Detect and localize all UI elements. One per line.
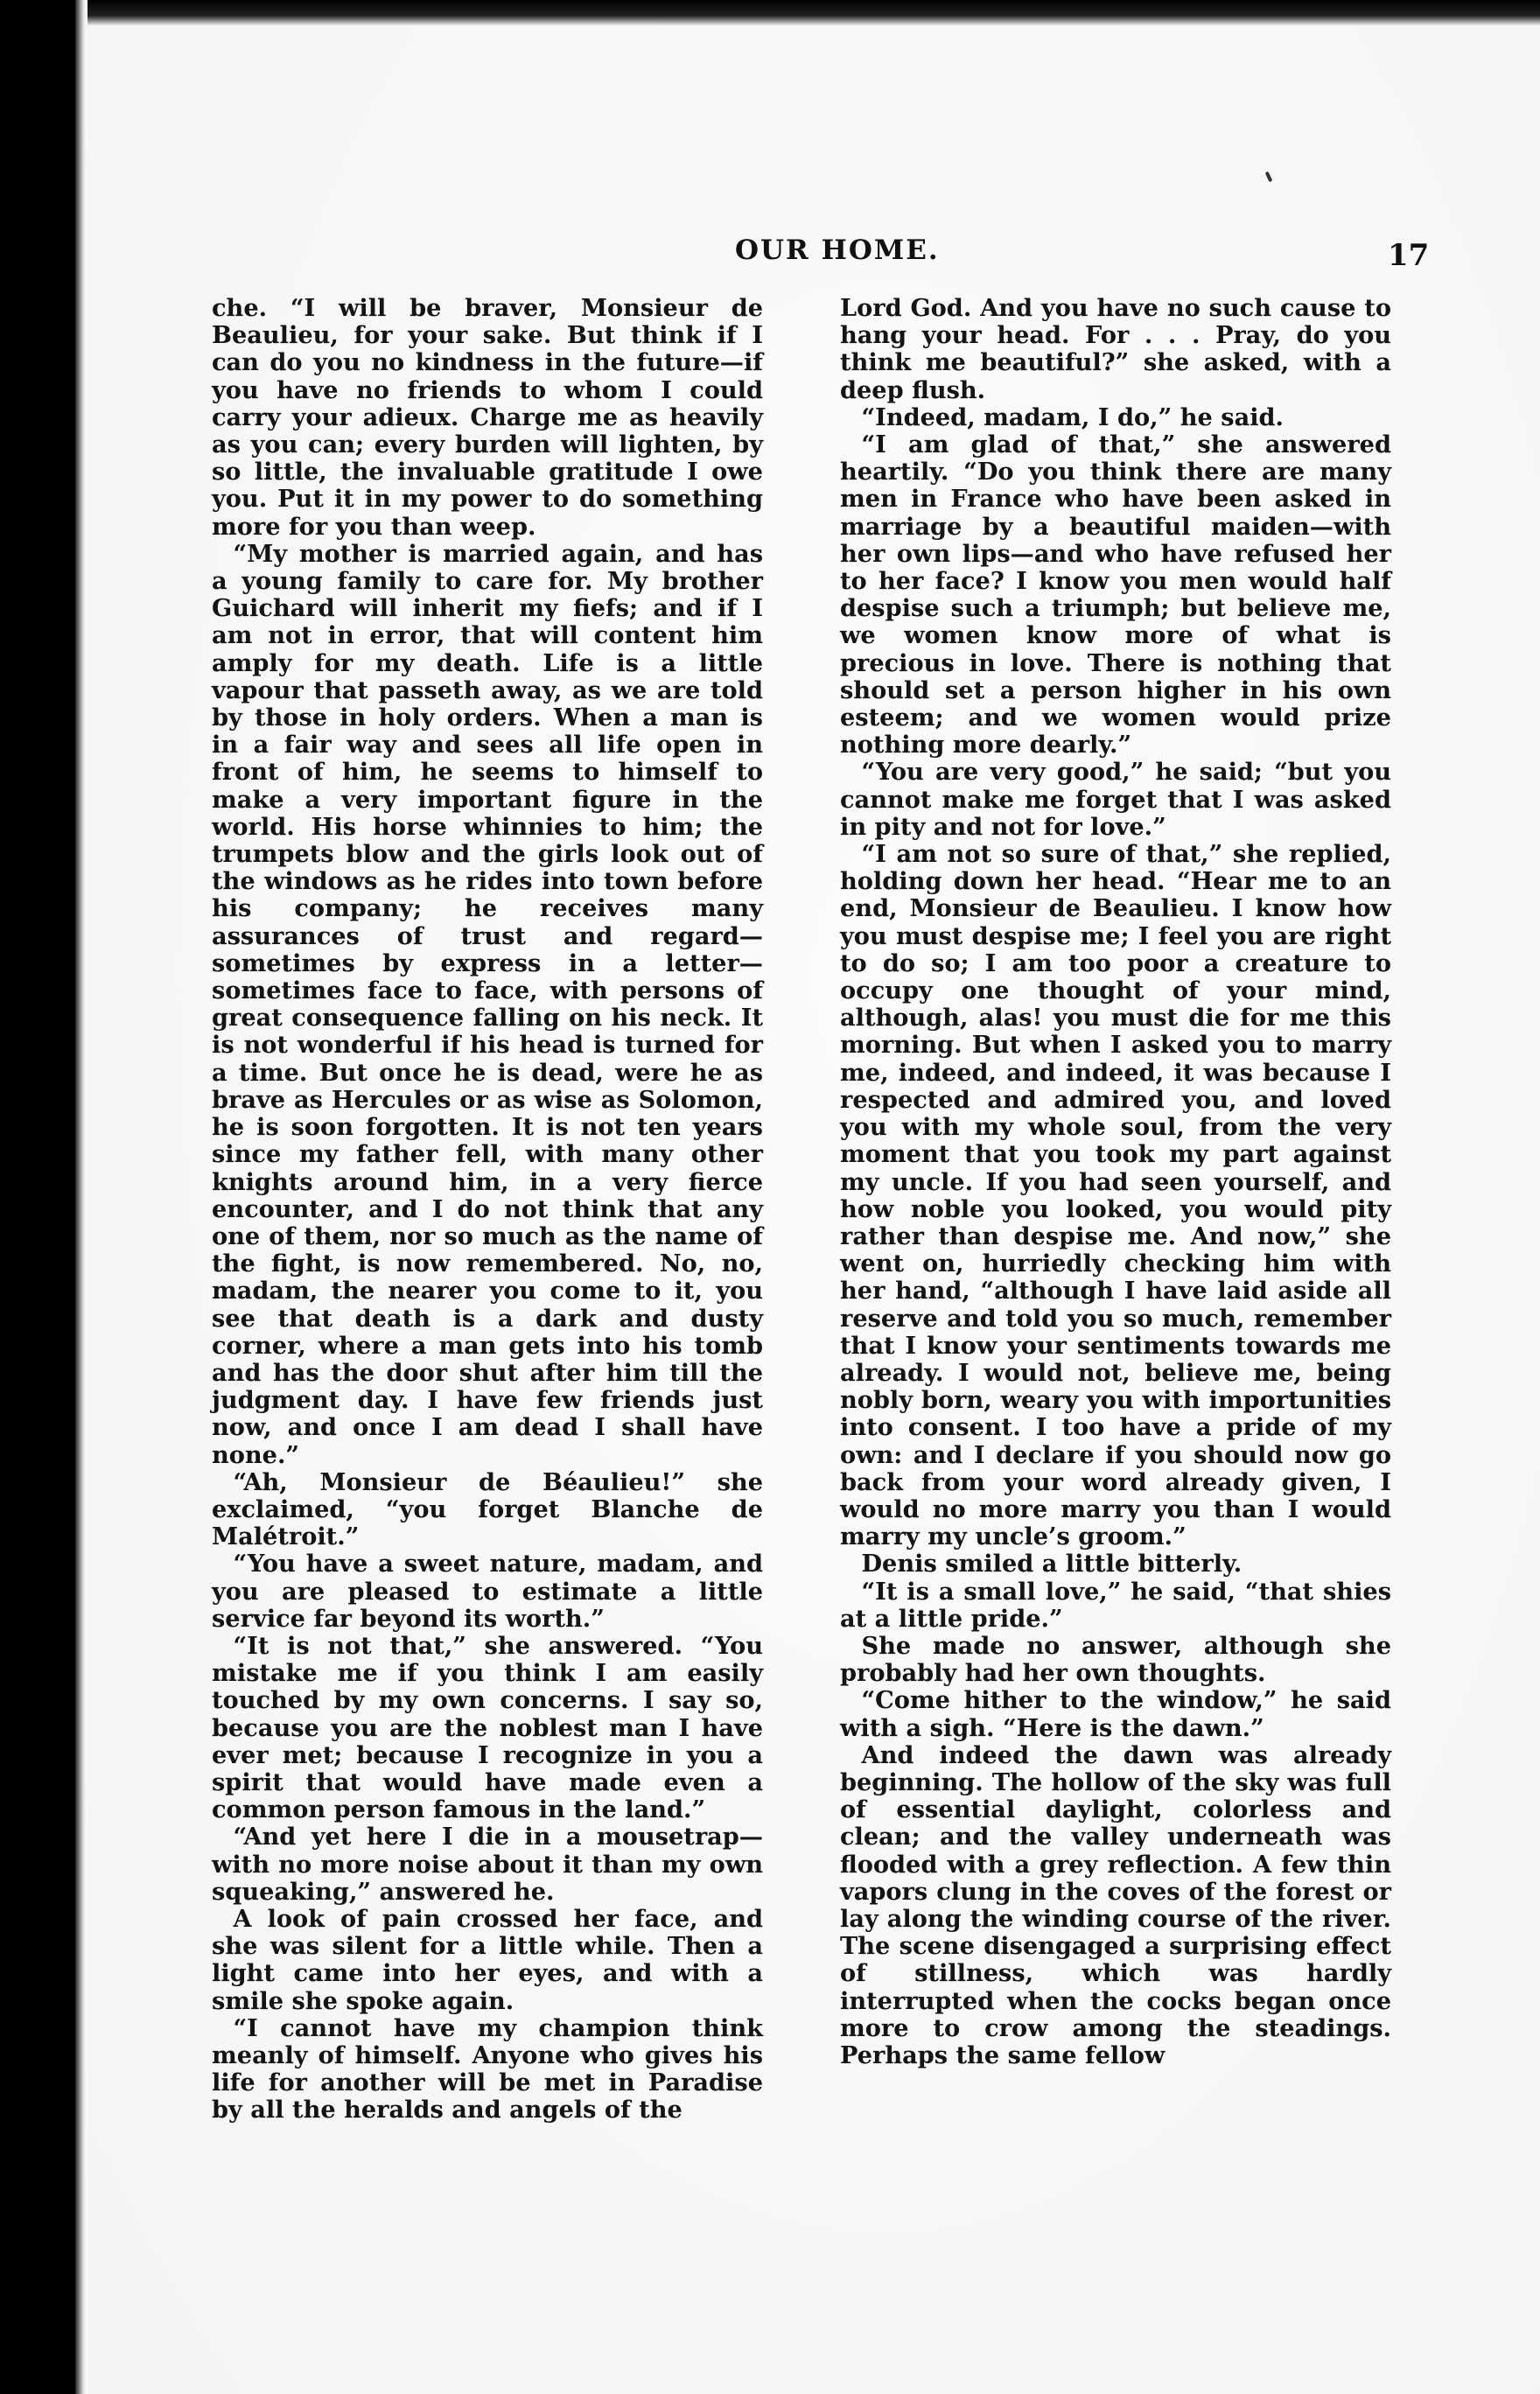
paragraph: “It is not that,” she answered. “You mistake me if you think I am easily touched by my own concerns. I say so, because you are the noblest man I have ever met; because I recognize in you a spirit that would have made even a common person famous in the land.” [212,1631,763,1824]
paragraph: “I am not so sure of that,” she replied, holding down her head. “Hear me to an end, Monsieur de Beaulieu. I know how you must despise me; I feel you are right to do so; I am too poor a creature to occupy one thought of your mind, although, alas! you must die for me this morning. But when I asked you to marry me, indeed, and indeed, it was because I respected and admired you, and loved you with my whole soul, from the very moment that you took my part against my uncle. If you had seen yourself, and how noble you looked, you would pity rather than despise me. And now,” she went on, hurriedly checking him with her hand, “although I have laid aside all reserve and told you so much, remember that I know your sentiments towards me already. I would not, believe me, being nobly born, weary you with importunities into consent. I too have a pride of my own: and I declare if you should now go back from your word already given, I would no more marry you than I would marry my uncle’s groom.” [840,840,1391,1551]
left-text-column [212,295,763,2124]
paragraph: And indeed the dawn was already beginning. The hollow of the sky was full of essential daylight, colorless and clean; and the valley underneath was flooded with a grey reflection. A few thin vapors clung in the coves of the forest or lay along the winding course of the river. The scene disengaged a surprising effect of stillness, which was hardly interrupted when the cocks began once more to crow among the steadings. Perhaps the same fellow [840,1740,1391,2069]
scan-top-border [0,0,1540,26]
page-number: 17 [1388,238,1430,273]
paragraph: “Indeed, madam, I do,” he said. [861,402,1284,431]
paragraph: “It is a small love,” he said, “that shies at a little pride.” [840,1577,1391,1633]
page-binding-edge [75,0,88,2394]
running-header: OUR HOME. [735,234,940,266]
paragraph: “Ah, Monsieur de Béaulieu!” she exclaimed, “you forget Blanche de Malétroit.” [212,1467,763,1551]
paragraph: “I cannot have my champion think meanly of himself. Anyone who gives his life for another will be met in Paradise by all the heralds and angels of the [212,2013,763,2124]
paragraph: “And yet here I die in a mousetrap—with no more noise about it than my own squeaking,” answered he. [212,1823,763,1906]
paragraph: “You have a sweet nature, madam, and you are pleased to estimate a little service far beyond its worth.” [212,1550,763,1633]
paragraph: “My mother is married again, and has a young family to care for. My brother Guichard will inherit my fiefs; and if I am not in error, that will content him amply for my death. Life is a little vapour that passeth away, as we are told by those in holy orders. When a man is in a fair way and sees all life open in front of him, he seems to himself to make a very important figure in the world. His horse whinnies to him; the trumpets blow and the girls look out of the windows as he rides into town before his company; he receives many assurances of trust and regard—sometimes by express in a letter—sometimes face to face, with persons of great consequence falling on his neck. It is not wonderful if his head is turned for a time. But once he is dead, were he as brave as Hercules or as wise as Solomon, he is soon forgotten. It is not ten years since my father fell, with many other knights around him, in a very fierce encounter, and I do not think that any one of them, nor so much as the name of the fight, is now remembered. No, no, madam, the nearer you come to it, you see that death is a dark and dusty corner, where a man gets into his tomb and has the door shut after him till the judgment day. I have few friends just now, and once I am dead I shall have none.” [212,539,763,1469]
paragraph: Denis smiled a little bitterly. [861,1550,1242,1578]
paragraph: Lord God. And you have no such cause to hang your head. For . . . Pray, do you think me beautiful?” she asked, with a deep flush. [840,294,1391,404]
paragraph: che. “I will be braver, Monsieur de Beaulieu, for your sake. But think if I can do you no kindness in the future—if you have no friends to whom I could carry your adieux. Charge me as heavily as you can; every burden will lighten, by so little, the invaluable gratitude I owe you. Put it in my power to do something more for you than weep. [212,294,763,541]
paragraph: She made no answer, although she probably had her own thoughts. [840,1631,1391,1688]
paragraph: A look of pain crossed her face, and she was silent for a little while. Then a light came into her eyes, and with a smile she spoke again. [212,1904,763,2015]
paragraph: “Come hither to the window,” he said with a sigh. “Here is the dawn.” [840,1686,1391,1742]
paragraph: “I am glad of that,” she answered heartily. “Do you think there are many men in France who have been asked in marriage by a beautiful maiden—with her own lips—and who have refused her to her face? I know you men would half despise such a triumph; but believe me, we women know more of what is precious in love. There is nothing that should set a person higher in his own esteem; and we women would prize nothing more dearly.” [840,430,1391,760]
scan-left-border [0,0,75,2394]
paragraph: “You are very good,” he said; “but you cannot make me forget that I was asked in pity and not for love.” [840,758,1391,841]
right-text-column [840,295,1391,2069]
